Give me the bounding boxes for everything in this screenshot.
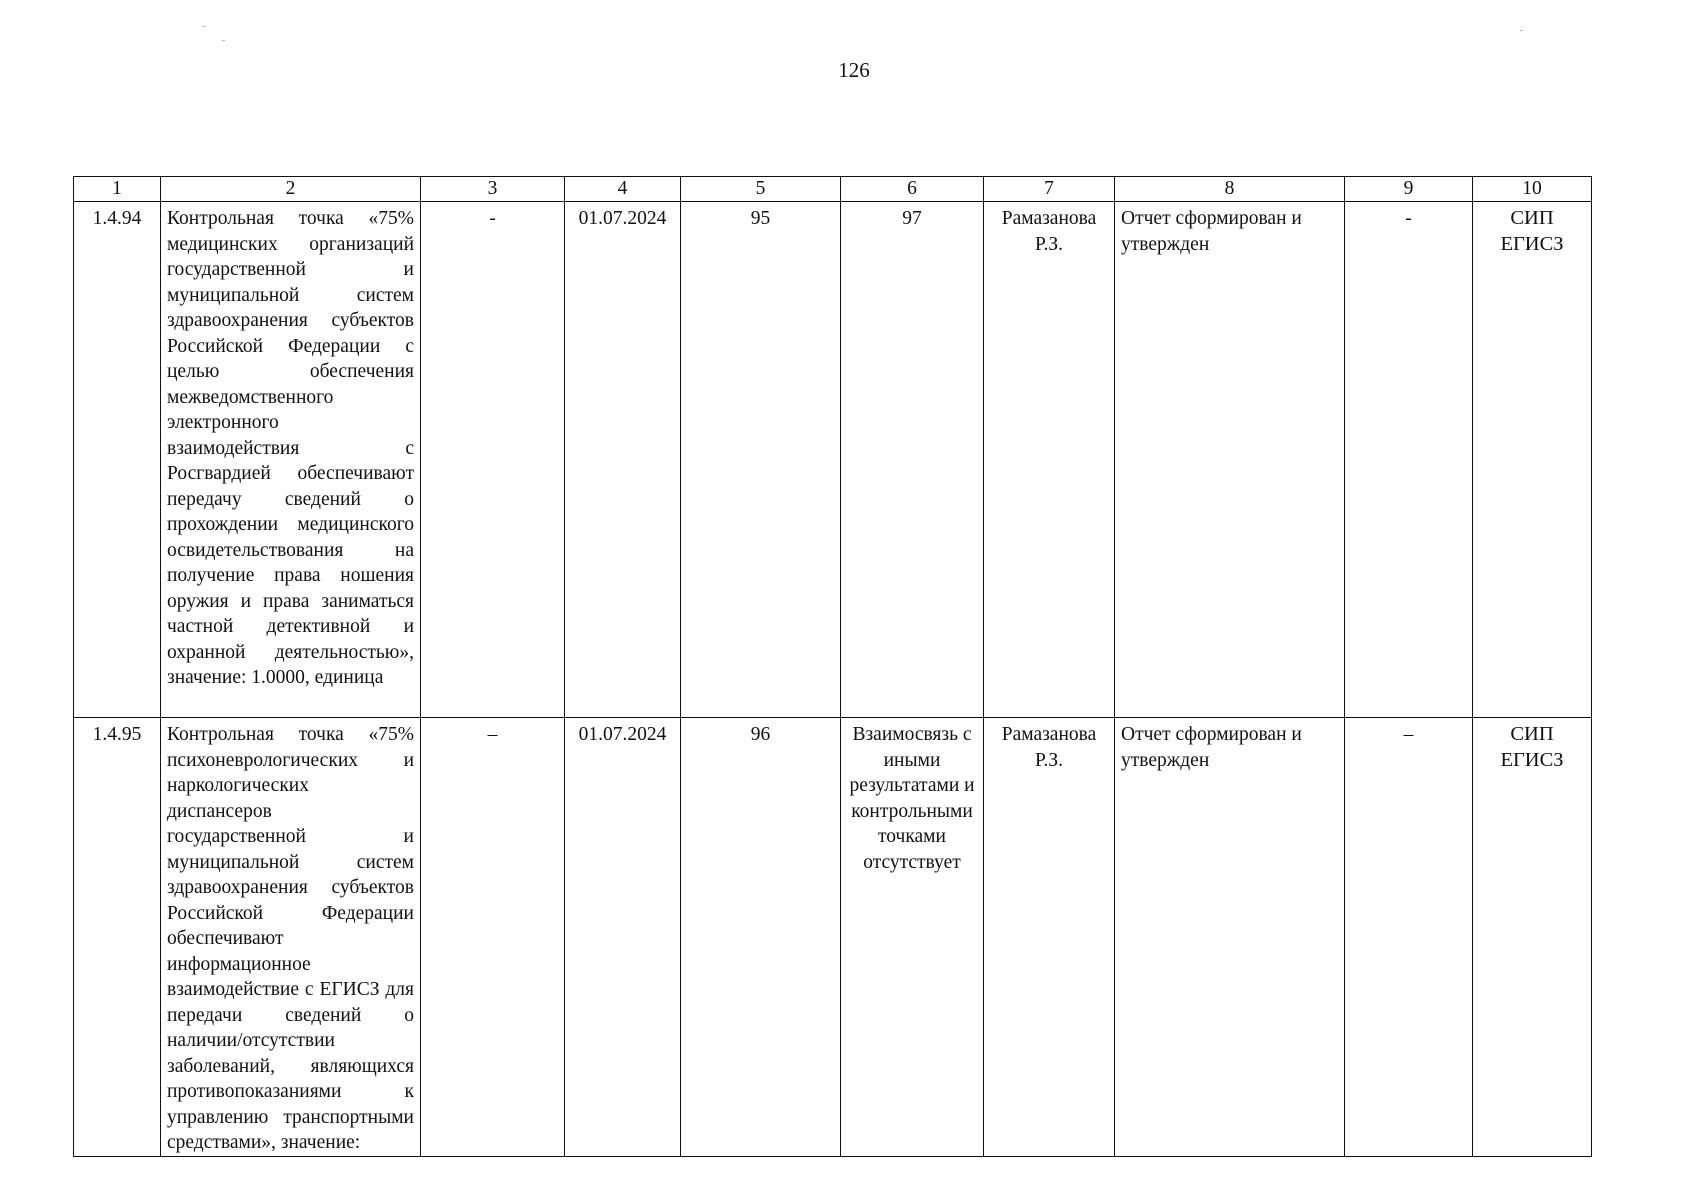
column-header: 1	[74, 177, 161, 202]
cell-col6: 97	[841, 202, 984, 718]
cell-col3: –	[421, 718, 565, 1157]
column-header: 6	[841, 177, 984, 202]
column-header: 8	[1115, 177, 1345, 202]
description-cell: Контрольная точка «75% медицинских организаций государственной и муниципальной систем здравоохранения субъектов Российской Федерации с целью обеспечения межведомственного электронного взаимодействия с Росгвардией обеспечивают передачу сведений о прохождении медицинского освидетельствования на получение права ношения оружия и права заниматься частной детективной и охранной деятельностью», значение: 1.0000, единица	[161, 202, 421, 718]
date-cell: 01.07.2024	[565, 202, 681, 718]
system-cell: СИП ЕГИСЗ	[1473, 202, 1592, 718]
column-header: 3	[421, 177, 565, 202]
cell-col5: 95	[681, 202, 841, 718]
cell-col9: –	[1345, 718, 1473, 1157]
table-row	[74, 202, 1592, 718]
column-header: 10	[1473, 177, 1592, 202]
column-header: 4	[565, 177, 681, 202]
table-row	[74, 718, 1592, 1157]
date-cell: 01.07.2024	[565, 718, 681, 1157]
row-number-cell: 1.4.94	[74, 202, 161, 718]
linkage-cell: Взаимосвязь с иными результатами и контрольными точками отсутствует	[841, 718, 984, 1157]
system-cell: СИП ЕГИСЗ	[1473, 718, 1592, 1157]
responsible-cell: Рамазанова Р.З.	[984, 718, 1115, 1157]
column-header: 7	[984, 177, 1115, 202]
cell-col3: -	[421, 202, 565, 718]
row-number-cell: 1.4.95	[74, 718, 161, 1157]
table-header-row	[74, 177, 1592, 202]
cell-col5: 96	[681, 718, 841, 1157]
scan-speck	[1520, 30, 1523, 31]
cell-col9: -	[1345, 202, 1473, 718]
result-cell: Отчет сформирован и утвержден	[1115, 202, 1345, 718]
result-cell: Отчет сформирован и утвержден	[1115, 718, 1345, 1157]
column-header: 5	[681, 177, 841, 202]
column-header: 9	[1345, 177, 1473, 202]
responsible-cell: Рамазанова Р.З.	[984, 202, 1115, 718]
data-table	[73, 176, 1592, 1157]
page-number: 126	[838, 58, 870, 82]
column-header: 2	[161, 177, 421, 202]
description-cell: Контрольная точка «75% психоневрологических и наркологических диспансеров государственной и муниципальной систем здравоохранения субъектов Российской Федерации обеспечивают информационное взаимодействие с ЕГИСЗ для передачи сведений о наличии/отсутствии заболеваний, являющихся противопоказаниями к управлению транспортными средствами», значение:	[161, 718, 421, 1157]
scan-speck	[203, 26, 206, 27]
scan-speck	[222, 40, 225, 41]
